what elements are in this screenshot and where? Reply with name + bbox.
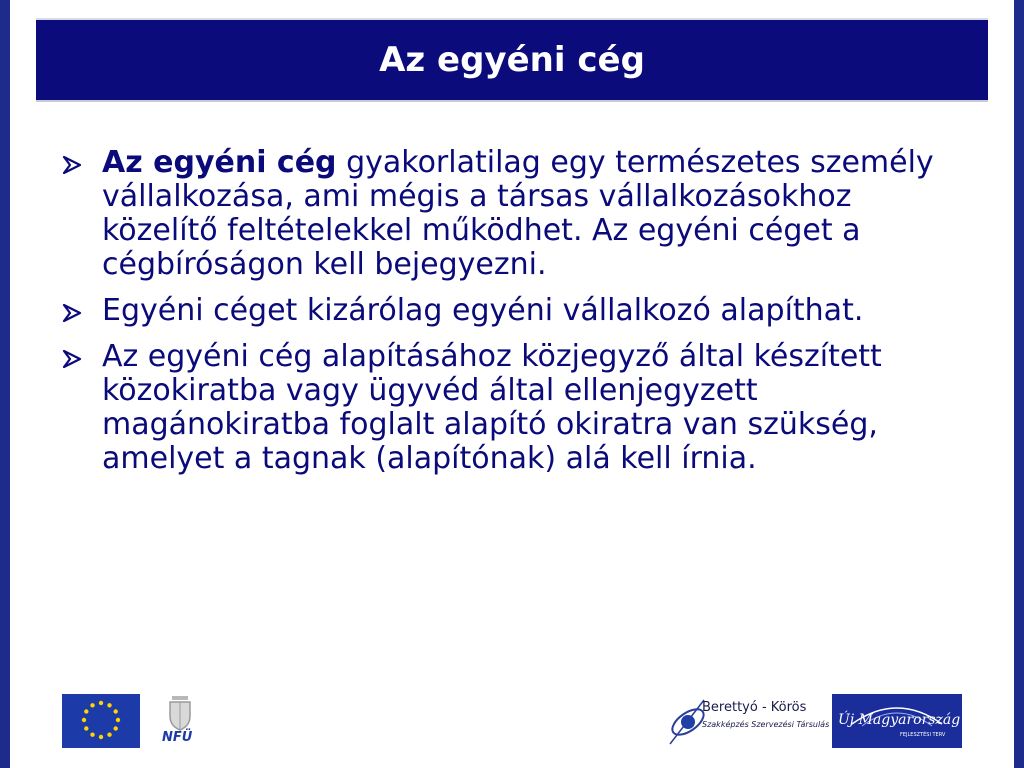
- berettyo-koros-logo: [666, 696, 828, 748]
- bullet-text: [102, 340, 972, 476]
- nfu-label: NFÜ: [162, 730, 193, 745]
- berettyo-title: Berettyó - Körös: [702, 700, 807, 715]
- bullet-body: Az egyéni cég alapításához közjegyző által készített közokiratba vagy ügyvéd által ellenjegyzett magánokiratba foglalt alapító okiratra van szükség, amelyet a tagnak (alapítónak) alá kell írnia.: [102, 339, 882, 476]
- arrow-bullet-icon: [62, 340, 102, 368]
- bullet-item: [62, 294, 972, 328]
- ujmo-subtitle: FEJLESZTÉSI TERV: [900, 732, 946, 738]
- ujmo-title: Új Magyarország: [838, 712, 961, 728]
- arrow-bullet-icon: [62, 294, 102, 322]
- bullet-list: [62, 146, 972, 488]
- bullet-text: [102, 146, 972, 282]
- bullet-body: Egyéni céget kizárólag egyéni vállalkozó alapíthat.: [102, 293, 864, 328]
- bullet-item: [62, 340, 972, 476]
- bullet-body: gyakorlatilag egy természetes személy vállalkozása, ami mégis a társas vállalkozásokhoz közelítő feltételekkel működhet. Az egyéni céget a cégbíróságon kell bejegyezni.: [102, 145, 934, 282]
- title-bar: [36, 20, 988, 102]
- bullet-bold-term: Az egyéni cég: [102, 145, 337, 180]
- bullet-item: [62, 146, 972, 282]
- nfu-logo: [160, 690, 200, 752]
- bullet-text: [102, 294, 863, 328]
- uj-magyarorszag-logo: [832, 694, 962, 748]
- coat-of-arms-icon: [160, 690, 200, 734]
- right-frame-bar: [1014, 0, 1024, 768]
- berettyo-subtitle: Szakképzés Szervezési Társulás: [702, 720, 830, 729]
- eu-flag-logo: [62, 694, 140, 748]
- left-frame-bar: [0, 0, 10, 768]
- arrow-bullet-icon: [62, 146, 102, 174]
- slide-title: Az egyéni cég: [379, 40, 645, 80]
